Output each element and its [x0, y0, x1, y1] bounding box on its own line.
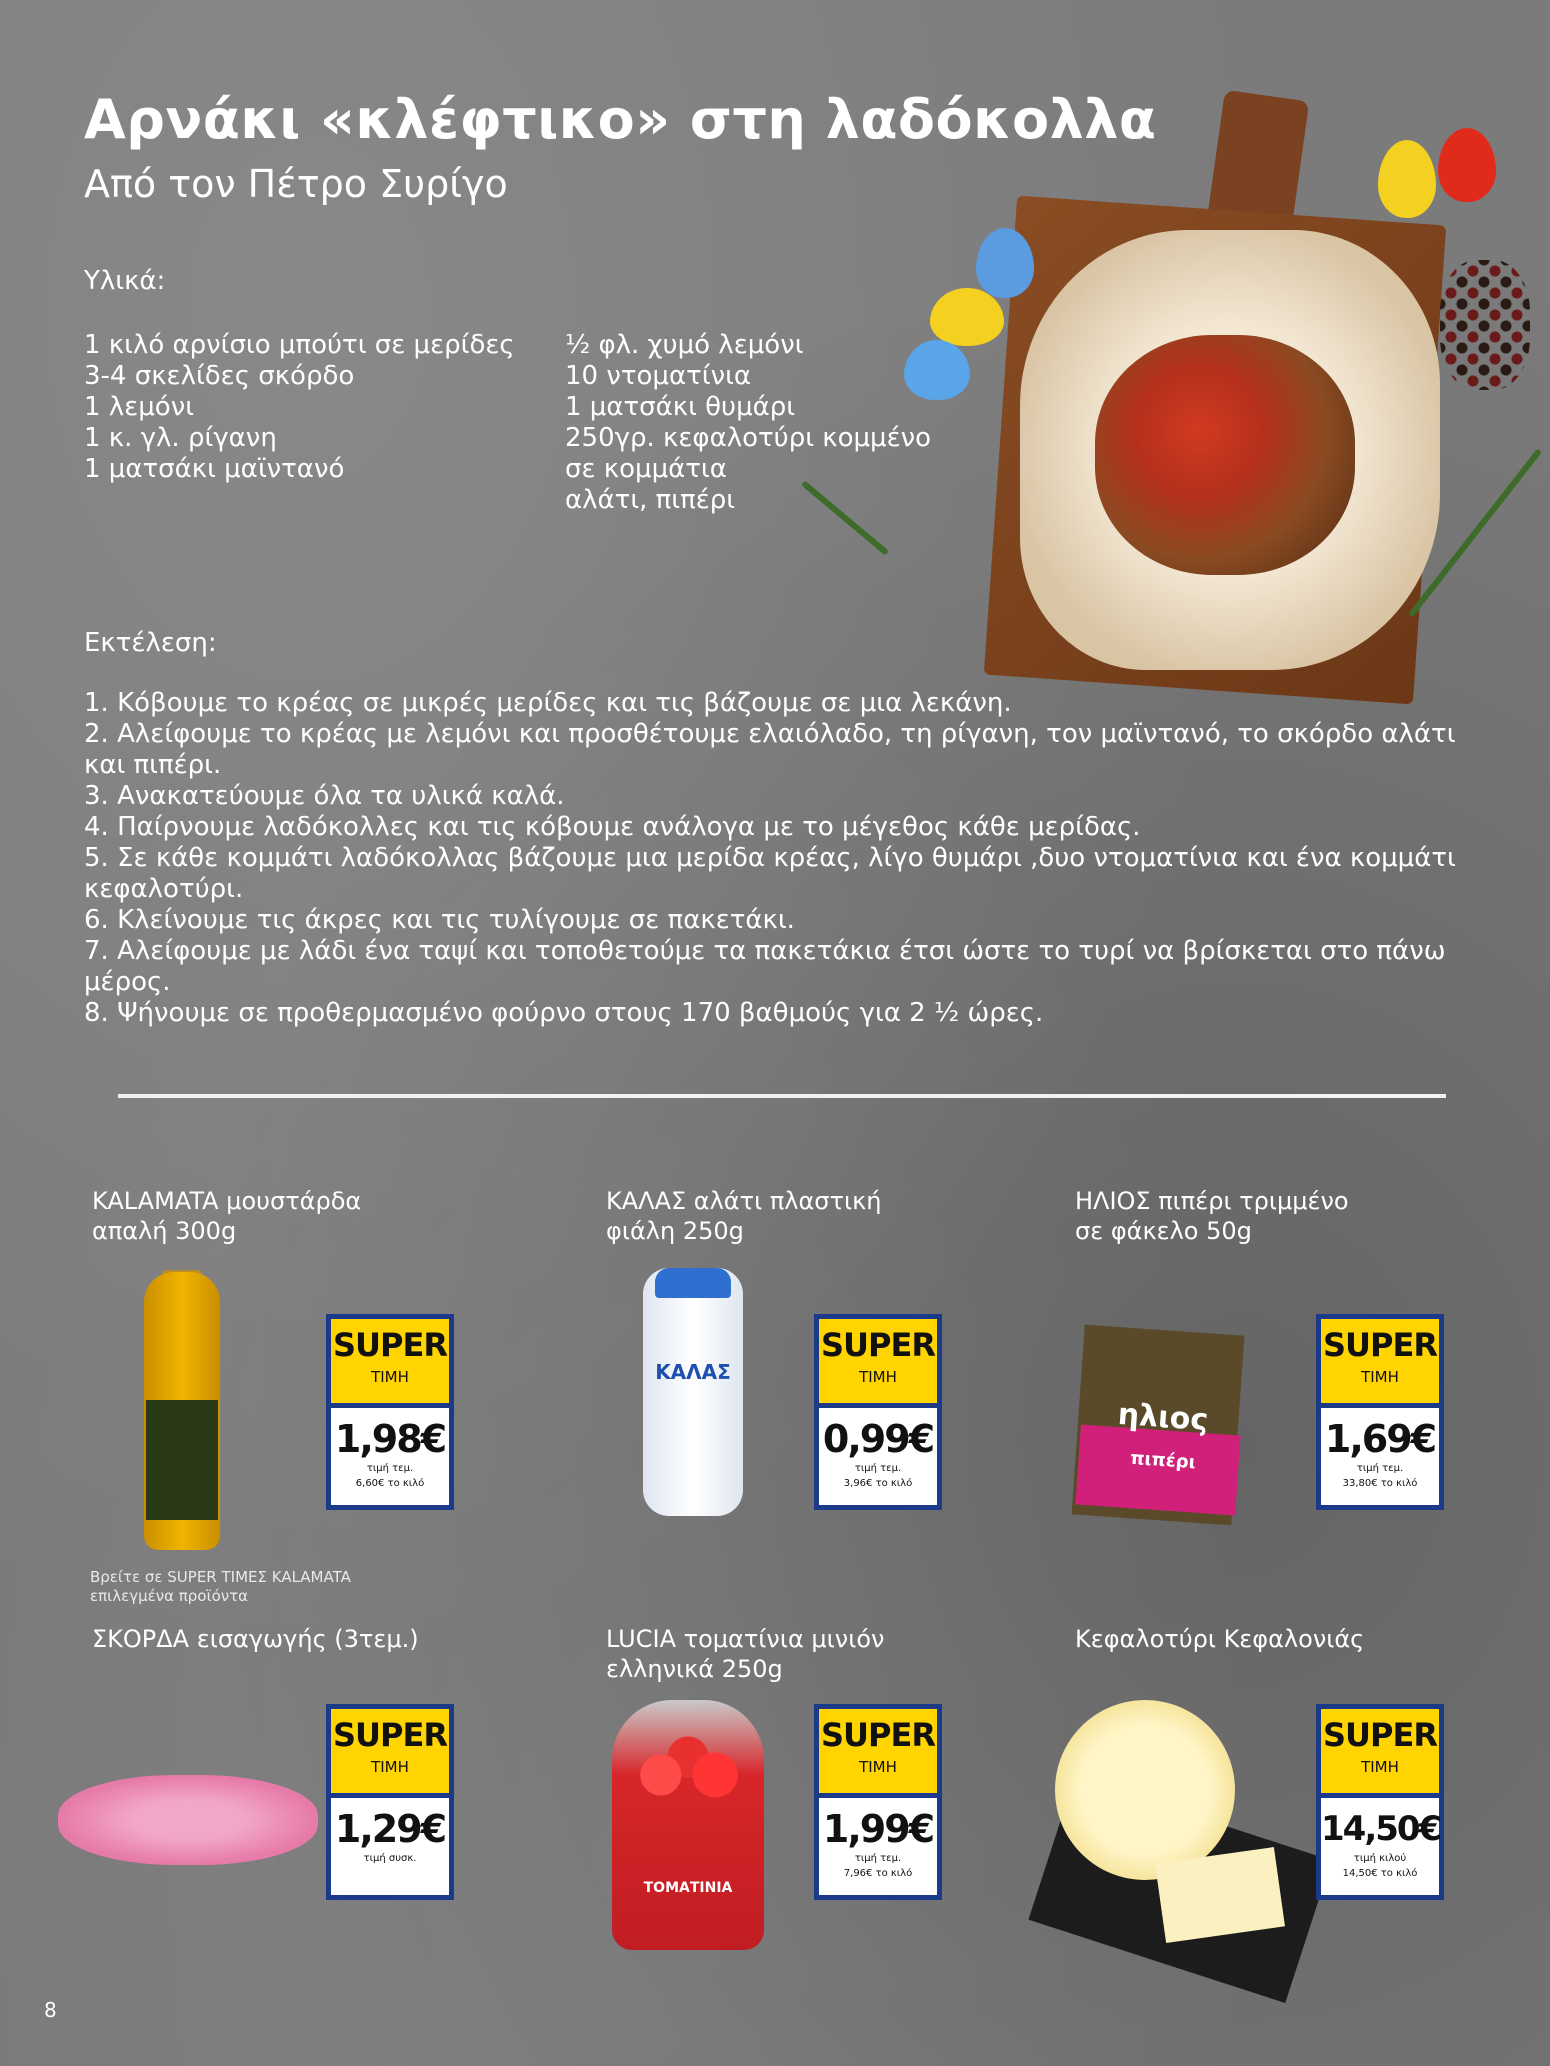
price-per-kilo: 7,96€ το κιλό	[843, 1868, 913, 1879]
ingredient-item: 3-4 σκελίδες σκόρδο	[84, 361, 355, 391]
product-name: ΗΛΙΟΣ πιπέρι τριμμένο σε φάκελο 50g	[1075, 1187, 1349, 1245]
badge-super-text: SUPER	[821, 1716, 935, 1754]
red-egg-icon	[1438, 128, 1496, 202]
badge-timi-text: ΤΙΜΗ	[859, 1758, 897, 1776]
ingredient-item: 250γρ. κεφαλοτύρι κομμένο	[565, 423, 932, 453]
price-per-kilo: 6,60€ το κιλό	[355, 1478, 425, 1489]
price-badge	[814, 1314, 942, 1510]
product-name: LUCIA τοματίνια μινιόν ελληνικά 250g	[606, 1625, 885, 1683]
badge-timi-text: ΤΙΜΗ	[1361, 1368, 1399, 1386]
pepper-word-text: πιπέρι	[1129, 1447, 1197, 1474]
ingredient-item: ½ φλ. χυμό λεμόνι	[565, 330, 804, 360]
badge-super-text: SUPER	[333, 1326, 447, 1364]
badge-timi-text: ΤΙΜΗ	[371, 1758, 409, 1776]
price-badge	[326, 1704, 454, 1900]
recipe-author: Από τον Πέτρο Συρίγο	[84, 162, 508, 206]
yellow-egg-icon	[1378, 140, 1436, 218]
method-step: 6. Κλείνουμε τις άκρες και τις τυλίγουμε σε πακετάκι.	[84, 905, 795, 935]
price-badge	[1316, 1314, 1444, 1510]
cheese-wheel-image	[1055, 1700, 1235, 1880]
peppercorns-image	[1440, 260, 1530, 390]
tomato-package-text: ΤΟΜΑΤΙΝΙΑ	[643, 1880, 733, 1896]
ingredient-item: 1 ματσάκι θυμάρι	[565, 392, 796, 422]
product-name: ΚΑΛΑΣ αλάτι πλαστική φιάλη 250g	[606, 1187, 882, 1245]
badge-timi-text: ΤΙΜΗ	[1361, 1758, 1399, 1776]
method-step: 3. Ανακατεύουμε όλα τα υλικά καλά.	[84, 781, 565, 811]
price-per-kilo: 33,80€ το κιλό	[1342, 1478, 1418, 1489]
promo-note: Βρείτε σε SUPER ΤΙΜΕΣ KALAMATA επιλεγμένα προϊόντα	[90, 1568, 351, 1605]
product-name: ΣΚΟΡΔΑ εισαγωγής (3τεμ.)	[92, 1625, 419, 1653]
method-step: 1. Κόβουμε το κρέας σε μικρές μερίδες και τις βάζουμε σε μια λεκάνη.	[84, 688, 1012, 718]
product-price: 1,98€	[334, 1417, 446, 1461]
badge-super-text: SUPER	[821, 1326, 935, 1364]
product-name: KALAMATA μουστάρδα απαλή 300g	[92, 1187, 362, 1245]
ingredient-item: 1 λεμόνι	[84, 392, 195, 422]
ingredients-right-column	[565, 330, 931, 516]
garlic-net-image	[58, 1775, 318, 1865]
product-price: 0,99€	[822, 1417, 934, 1461]
product-price: 14,50€	[1321, 1809, 1441, 1849]
method-steps	[84, 688, 1464, 1029]
method-heading: Εκτέλεση:	[84, 628, 217, 658]
pepper-brand-text: ηλιος	[1116, 1396, 1210, 1439]
price-badge	[814, 1704, 942, 1900]
price-unit: τιμή τεμ.	[366, 1463, 414, 1474]
section-divider	[118, 1094, 1446, 1098]
price-unit: τιμή τεμ.	[1356, 1463, 1404, 1474]
badge-super-text: SUPER	[1323, 1326, 1437, 1364]
ingredients-heading: Υλικά:	[84, 266, 166, 296]
price-per-kilo: 3,96€ το κιλό	[843, 1478, 913, 1489]
method-step: 4. Παίρνουμε λαδόκολλες και τις κόβουμε ανάλογα με το μέγεθος κάθε μερίδας.	[84, 812, 1141, 842]
salt-brand-text: ΚΑΛΑΣ	[655, 1360, 731, 1384]
recipe-title: Αρνάκι «κλέφτικο» στη λαδόκολλα	[84, 88, 1157, 151]
yellow-egg-icon	[930, 288, 1004, 346]
method-step: 7. Αλείφουμε με λάδι ένα ταψί και τοποθετούμε τα πακετάκια έτσι ώστε το τυρί να βρίσκεται στο πάνω μέρος.	[84, 936, 1446, 997]
product-price: 1,99€	[822, 1807, 934, 1851]
ingredients-left-column	[84, 330, 515, 485]
price-unit: τιμή τεμ.	[854, 1463, 902, 1474]
badge-timi-text: ΤΙΜΗ	[371, 1368, 409, 1386]
lamb-dish-image	[1095, 335, 1355, 575]
cheese-wedge-image	[1155, 1847, 1285, 1943]
price-unit: τιμή συσκ.	[363, 1853, 417, 1864]
badge-super-text: SUPER	[333, 1716, 447, 1754]
product-price: 1,69€	[1324, 1417, 1436, 1461]
badge-super-text: SUPER	[1323, 1716, 1437, 1754]
method-step: 8. Ψήνουμε σε προθερμασμένο φούρνο στους 170 βαθμούς για 2 ½ ώρες.	[84, 998, 1044, 1028]
ingredient-item: 10 ντοματίνια	[565, 361, 752, 391]
page-number: 8	[44, 1998, 57, 2022]
salt-bottle-cap	[655, 1268, 731, 1298]
price-per-kilo: 14,50€ το κιλό	[1342, 1868, 1418, 1879]
ingredient-item: 1 κιλό αρνίσιο μπούτι σε μερίδες	[84, 330, 515, 360]
product-name: Κεφαλοτύρι Κεφαλονιάς	[1075, 1625, 1365, 1653]
price-unit: τιμή τεμ.	[854, 1853, 902, 1864]
method-step: 2. Αλείφουμε το κρέας με λεμόνι και προσθέτουμε ελαιόλαδο, τη ρίγανη, τον μαϊντανό, το σκόρδο αλάτι και πιπέρι.	[84, 719, 1456, 780]
badge-timi-text: ΤΙΜΗ	[859, 1368, 897, 1386]
salt-bottle-image	[643, 1268, 743, 1516]
method-step: 5. Σε κάθε κομμάτι λαδόκολλας βάζουμε μια μερίδα κρέας, λίγο θυμάρι ,δυο ντοματίνια και ένα κομμάτι κεφαλοτύρι.	[84, 843, 1456, 904]
price-unit: τιμή κιλού	[1353, 1853, 1407, 1864]
cherry-tomatoes-image	[620, 1730, 756, 1820]
price-badge	[326, 1314, 454, 1510]
ingredient-item: αλάτι, πιπέρι	[565, 485, 736, 515]
ingredient-item: 1 κ. γλ. ρίγανη	[84, 423, 277, 453]
ingredient-item: 1 ματσάκι μαϊντανό	[84, 454, 345, 484]
ingredient-item: σε κομμάτια	[565, 454, 727, 484]
product-price: 1,29€	[334, 1807, 446, 1851]
price-badge	[1316, 1704, 1444, 1900]
mustard-bottle-label	[146, 1400, 218, 1520]
